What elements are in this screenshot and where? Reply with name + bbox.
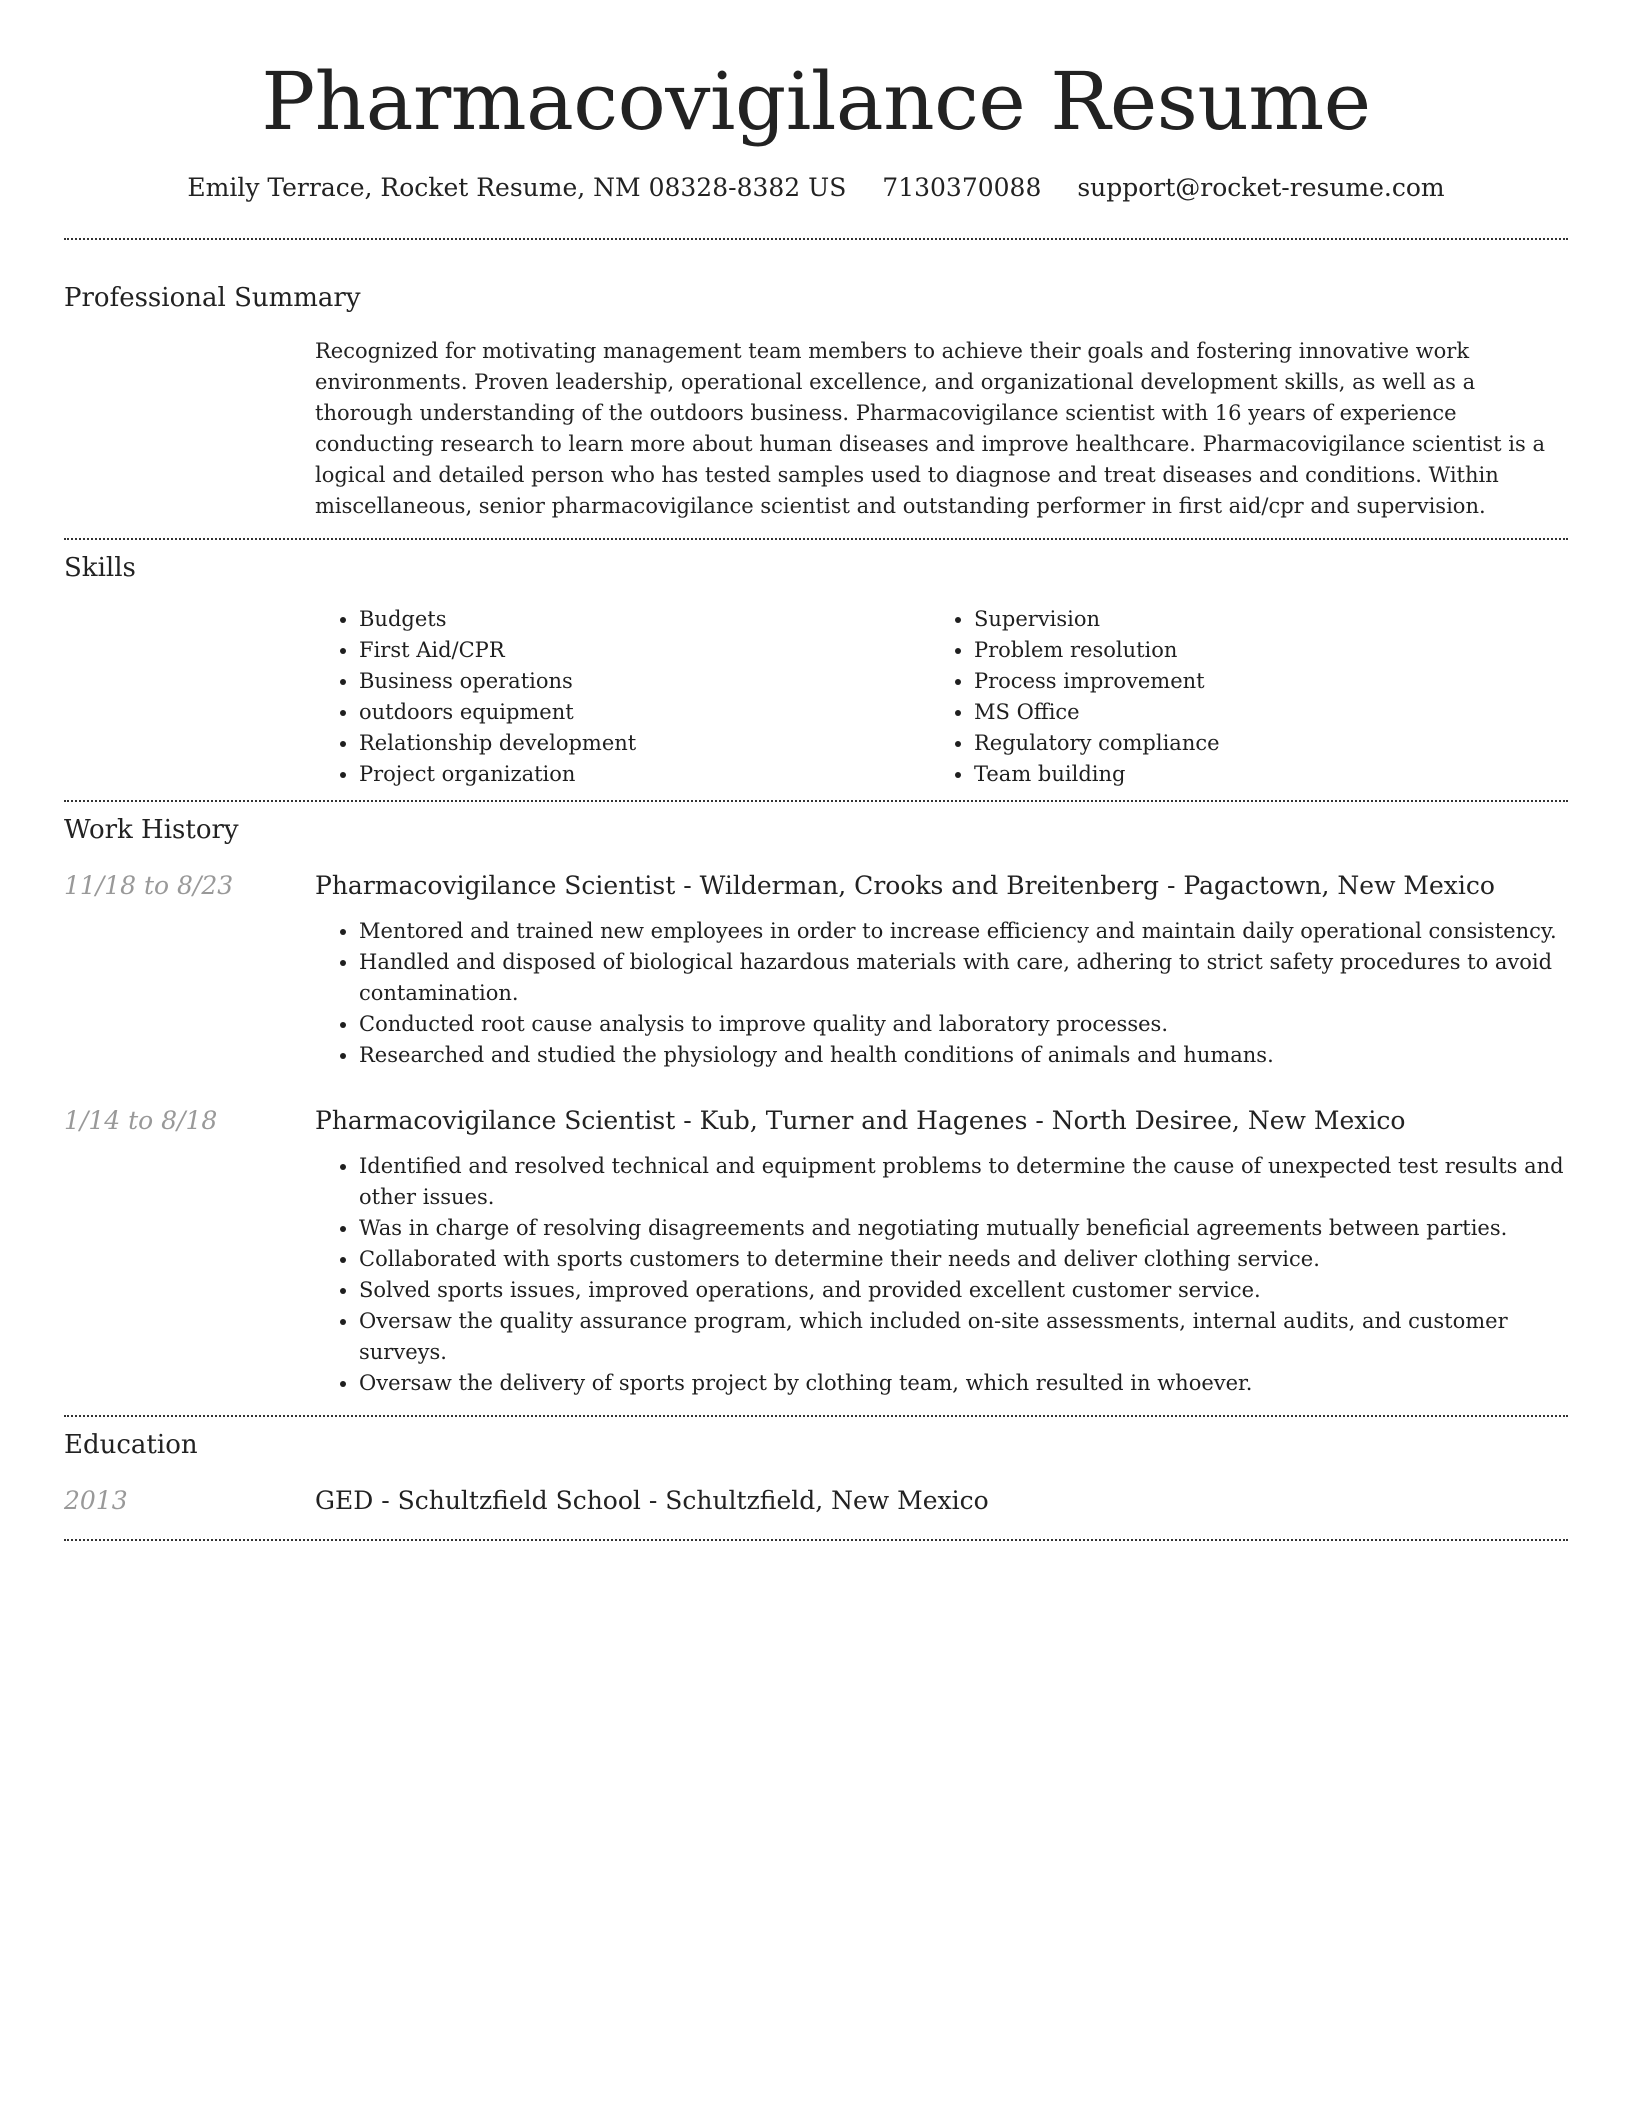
skill-item: • Process improvement	[974, 666, 1545, 697]
divider	[64, 238, 1568, 240]
education-entry	[64, 1483, 1568, 1519]
job-bullet: • Handled and disposed of biological hazardous materials with care, adhering to strict safety procedures to avoid contamination.	[359, 947, 1568, 1009]
job-bullet: • Mentored and trained new employees in order to increase efficiency and maintain daily operational consistency.	[359, 916, 1568, 947]
work-history-heading: Work History	[64, 815, 239, 845]
skill-item: • Business operations	[359, 666, 930, 697]
skill-item: • Regulatory compliance	[974, 728, 1545, 759]
job-dates: 11/18 to 8/23	[64, 871, 234, 900]
job-bullet: • Was in charge of resolving disagreements and negotiating mutually beneficial agreements between parties.	[359, 1213, 1568, 1244]
job-bullet: • Researched and studied the physiology and health conditions of animals and humans.	[359, 1040, 1568, 1071]
education-year: 2013	[64, 1486, 128, 1515]
skill-item: • Problem resolution	[974, 635, 1545, 666]
job-bullet: • Oversaw the quality assurance program, which included on-site assessments, internal audits, and customer surveys.	[359, 1306, 1568, 1368]
skills-heading: Skills	[64, 553, 136, 583]
job-entry	[64, 868, 1568, 1071]
divider	[64, 800, 1568, 802]
skills-column-right	[930, 604, 1545, 790]
skill-item: • Relationship development	[359, 728, 930, 759]
skill-item: • First Aid/CPR	[359, 635, 930, 666]
job-bullet: • Collaborated with sports customers to determine their needs and deliver clothing service.	[359, 1244, 1568, 1275]
job-bullets	[315, 1151, 1568, 1399]
skills-list	[315, 604, 1568, 790]
job-bullet: • Solved sports issues, improved operations, and provided excellent customer service.	[359, 1275, 1568, 1306]
skill-item: • Supervision	[974, 604, 1545, 635]
contact-phone: 7130370088	[882, 173, 1042, 202]
resume-title: Pharmacovigilance Resume	[261, 55, 1371, 148]
job-heading: Pharmacovigilance Scientist - Kub, Turner and Hagenes - North Desiree, New Mexico	[315, 1106, 1406, 1135]
contact-email: support@rocket-resume.com	[1077, 173, 1445, 202]
skill-item: • outdoors equipment	[359, 697, 930, 728]
education-details	[315, 1483, 1568, 1519]
skill-item: • Budgets	[359, 604, 930, 635]
job-details	[315, 868, 1568, 1071]
education-heading: Education	[64, 1430, 198, 1460]
job-entry	[64, 1103, 1568, 1399]
skill-item: • Project organization	[359, 759, 930, 790]
contact-address: Emily Terrace, Rocket Resume, NM 08328-8382 US	[187, 173, 847, 202]
skill-item: • Team building	[974, 759, 1545, 790]
job-bullet: • Identified and resolved technical and equipment problems to determine the cause of unexpected test results and other issues.	[359, 1151, 1568, 1213]
skills-column-left	[315, 604, 930, 790]
job-heading: Pharmacovigilance Scientist - Wilderman, Crooks and Breitenberg - Pagactown, New Mexico	[315, 871, 1495, 900]
summary-text: Recognized for motivating management team members to achieve their goals and fostering innovative work environments. Proven leadership, operational excellence, and organizational development skills, as well as a thorough understanding of the outdoors business. Pharmacovigilance scientist with 16 years of experience conducting research to learn more about human diseases and improve healthcare. Pharmacovigilance scientist is a logical and detailed person who has tested samples used to diagnose and treat diseases and conditions. Within miscellaneous, senior pharmacovigilance scientist and outstanding performer in first aid/cpr and supervision.	[315, 339, 1545, 518]
job-dates: 1/14 to 8/18	[64, 1106, 218, 1135]
contact-line	[64, 170, 1568, 206]
summary-heading: Professional Summary	[64, 283, 361, 313]
skill-item: • MS Office	[974, 697, 1545, 728]
job-bullets	[315, 916, 1568, 1071]
job-bullet: • Conducted root cause analysis to improve quality and laboratory processes.	[359, 1009, 1568, 1040]
divider	[64, 538, 1568, 540]
education-heading-text: GED - Schultzfield School - Schultzfield, New Mexico	[315, 1486, 989, 1515]
job-bullet: • Oversaw the delivery of sports project by clothing team, which resulted in whoever.	[359, 1368, 1568, 1399]
divider	[64, 1415, 1568, 1417]
job-details	[315, 1103, 1568, 1399]
divider	[64, 1539, 1568, 1541]
